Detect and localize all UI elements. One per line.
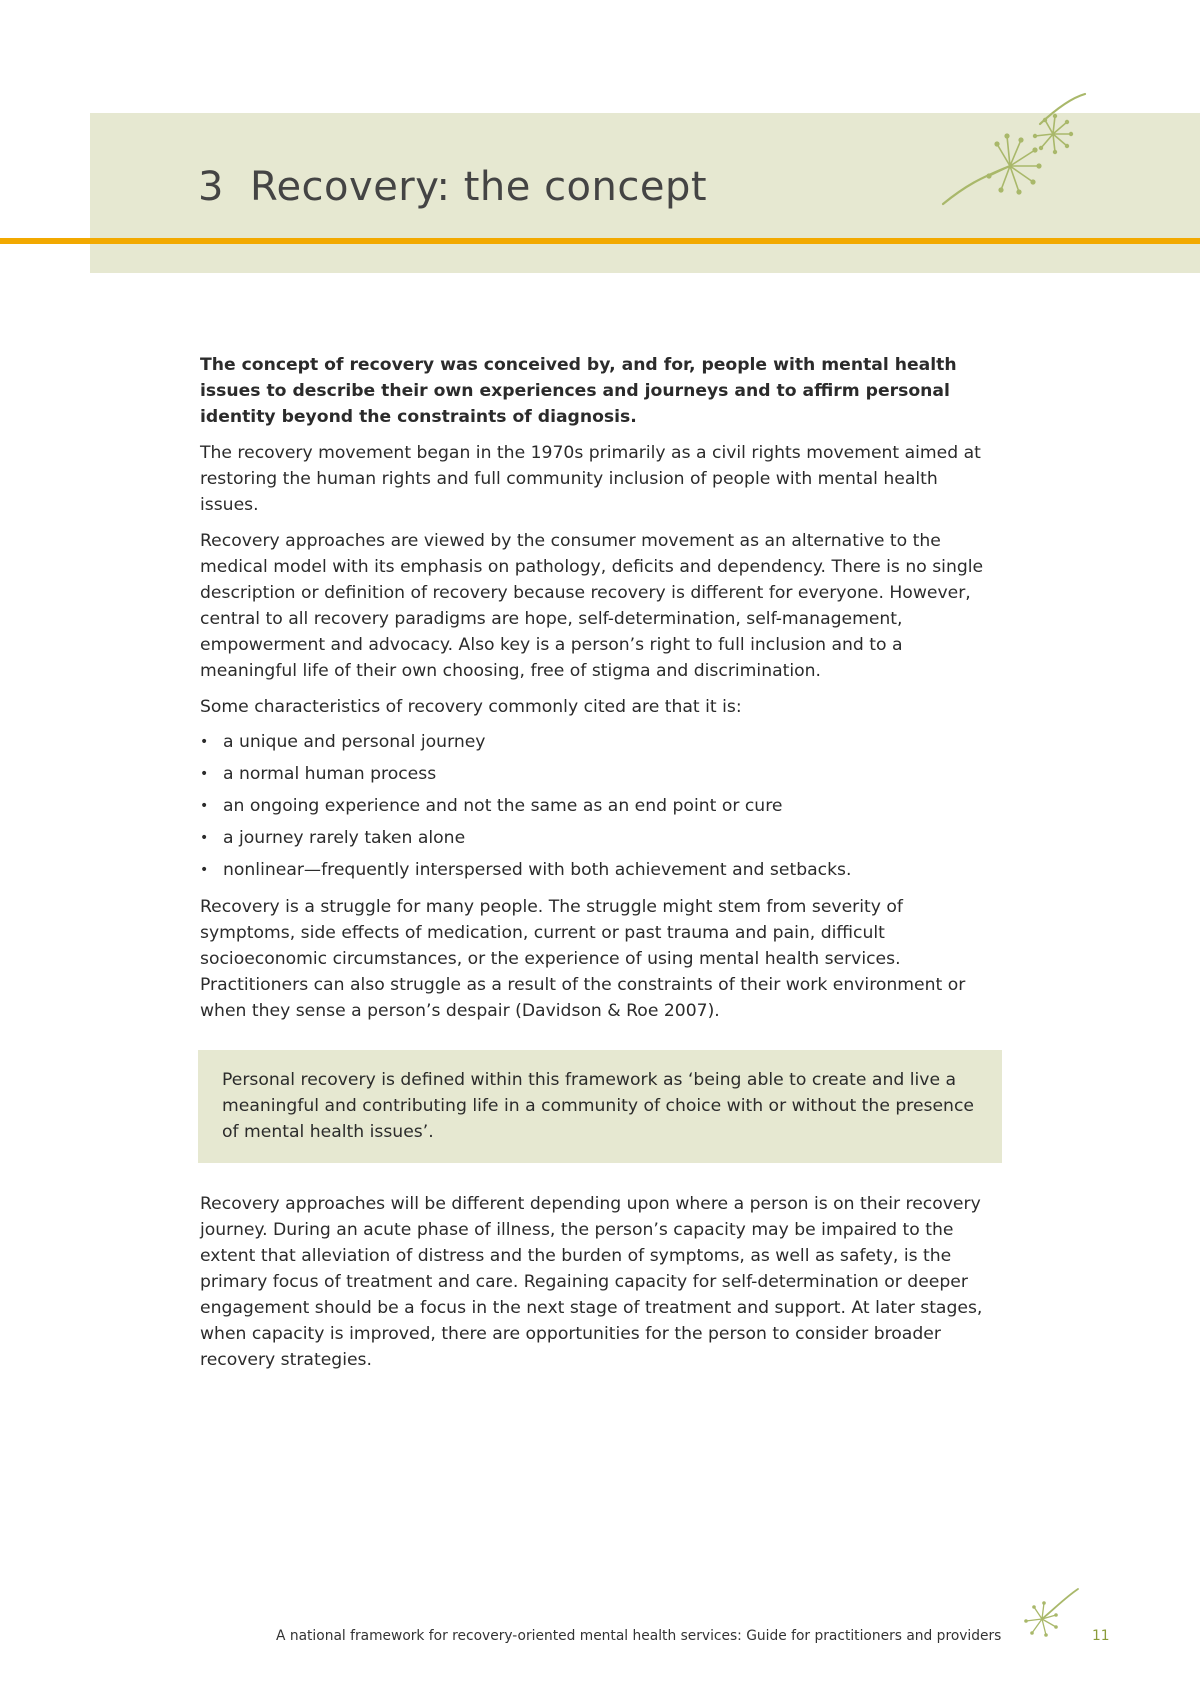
footer-title: A national framework for recovery-oriented mental health services: Guide for practitioners and providers <box>276 1628 1002 1644</box>
list-item-text: a journey rarely taken alone <box>223 828 466 848</box>
header-rule <box>0 238 1200 244</box>
list-item-text: an ongoing experience and not the same as an end point or cure <box>223 796 783 816</box>
chapter-heading <box>198 164 707 210</box>
body-paragraph-history: The recovery movement began in the 1970s primarily as a civil rights movement aimed at restoring the human rights and full community inclusion of people with mental health issues. <box>200 443 981 515</box>
body-paragraph-struggle: Recovery is a struggle for many people. The struggle might stem from severity of symptoms, side effects of medication, current or past trauma and pain, difficult socioeconomic circumstances, or the experience of using mental health services. Practitioners can also struggle as a result of the constraints of their work environment or when they sense a person’s despair (Davidson & Roe 2007). <box>200 897 966 1021</box>
page-number: 11 <box>1092 1628 1110 1644</box>
list-item <box>200 726 1000 758</box>
definition-callout <box>198 1050 1002 1163</box>
dandelion-seed-icon <box>935 86 1140 216</box>
bullet-icon: • <box>200 862 209 878</box>
dandelion-seed-icon <box>1022 1585 1084 1643</box>
body-paragraph-stages: Recovery approaches will be different depending upon where a person is on their recovery journey. During an acute phase of illness, the person’s capacity may be impaired to the extent that alleviation of distress and the burden of symptoms, as well as safety, is the primary focus of treatment and care. Regaining capacity for self-determination or deeper engagement should be a focus in the next stage of treatment and support. At later stages, when capacity is improved, there are opportunities for the person to consider broader recovery strategies. <box>200 1194 983 1370</box>
main-content <box>200 352 1000 1383</box>
list-item <box>200 758 1000 790</box>
list-item <box>200 854 1000 886</box>
callout-text: Personal recovery is defined within this framework as ‘being able to create and live a meaningful and contributing life in a community of choice with or without the presence of mental health issues’. <box>222 1070 974 1142</box>
list-item-text: a normal human process <box>223 764 437 784</box>
characteristics-list <box>200 726 1000 886</box>
lead-paragraph: The concept of recovery was conceived by, and for, people with mental health issues to describe their own experiences and journeys and to affirm personal identity beyond the constraints of diagnosis. <box>200 355 957 427</box>
list-item-text: a unique and personal journey <box>223 732 486 752</box>
chapter-number: 3 <box>198 164 224 210</box>
list-intro: Some characteristics of recovery commonly cited are that it is: <box>200 697 742 717</box>
bullet-icon: • <box>200 830 209 846</box>
bullet-icon: • <box>200 734 209 750</box>
list-item <box>200 822 1000 854</box>
list-item <box>200 790 1000 822</box>
body-paragraph-approaches: Recovery approaches are viewed by the consumer movement as an alternative to the medical model with its emphasis on pathology, deficits and dependency. There is no single description or definition of recovery because recovery is different for everyone. However, central to all recovery paradigms are hope, self-determination, self-management, empowerment and advocacy. Also key is a person’s right to full inclusion and to a meaningful life of their own choosing, free of stigma and discrimination. <box>200 531 984 681</box>
bullet-icon: • <box>200 766 209 782</box>
bullet-icon: • <box>200 798 209 814</box>
chapter-title: Recovery: the concept <box>249 164 708 210</box>
list-item-text: nonlinear—frequently interspersed with both achievement and setbacks. <box>223 860 852 880</box>
